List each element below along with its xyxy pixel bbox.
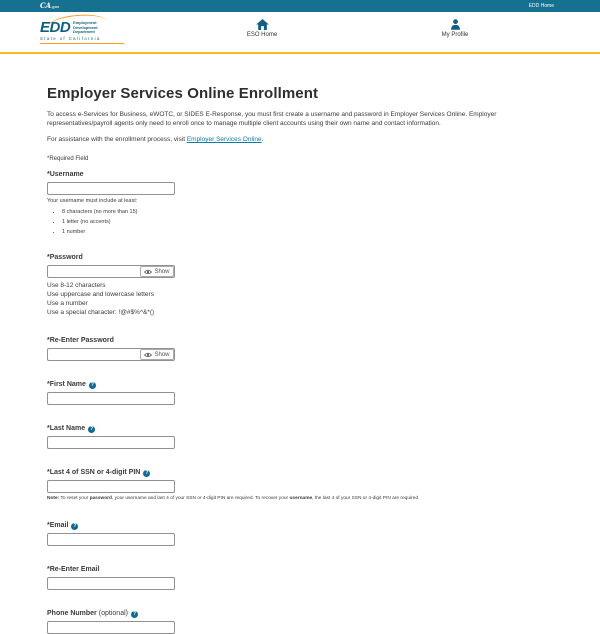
employer-services-online-link[interactable]: Employer Services Online: [186, 136, 262, 144]
reenter-password-group: [47, 337, 555, 361]
reenter-password-label: *Re-Enter Password: [47, 337, 114, 345]
nav-my-profile[interactable]: [427, 19, 483, 38]
username-requirements: [62, 207, 555, 237]
username-req-item: • 1 number: [62, 227, 555, 237]
last-name-label: *Last Name ?: [47, 425, 94, 433]
help-icon[interactable]: ?: [132, 610, 137, 617]
first-name-label: *First Name ?: [47, 381, 94, 389]
password-rule: Use a special character: !@#$%^&*(): [47, 309, 155, 317]
first-name-group: [47, 381, 555, 405]
reenter-email-group: [47, 566, 555, 590]
nav-eso-home-label: ESO Home: [246, 32, 278, 38]
reenter-password-show-label: Show: [154, 351, 170, 358]
password-rule: Use 8-12 characters: [47, 282, 106, 290]
last-name-input[interactable]: [47, 436, 175, 449]
ssn-pin-note: Note: To reset your password, your username and last 4 of your SSN or 4-digit PIN are required. To recover your username, the last 4 of your SSN or 4-digit PIN are required.: [47, 496, 420, 502]
nav-my-profile-label: My Profile: [441, 32, 469, 38]
phone-input[interactable]: [47, 621, 175, 634]
last-name-group: [47, 425, 555, 449]
password-show-button[interactable]: [140, 266, 174, 277]
reenter-email-input[interactable]: [47, 577, 175, 590]
username-helper: Your username must include at least:: [47, 198, 138, 205]
utility-bar: [0, 0, 600, 12]
reenter-password-show-button[interactable]: [140, 349, 174, 360]
nav-eso-home[interactable]: [234, 19, 290, 38]
edd-logo-department-lines: Employment Development Department: [73, 20, 98, 35]
edd-logo[interactable]: [40, 15, 124, 44]
ca-gov-logo-ca: CA: [40, 0, 52, 10]
email-label: *Email ?: [47, 522, 77, 530]
password-rules: [47, 281, 555, 317]
help-icon[interactable]: ?: [90, 425, 94, 432]
help-icon[interactable]: ?: [90, 381, 94, 388]
username-label: *Username: [47, 171, 84, 179]
ca-gov-logo-gov: .gov: [51, 3, 60, 9]
username-req-item: • 8 characters (no more than 15): [62, 207, 555, 217]
eye-icon: [144, 352, 152, 358]
ca-gov-logo[interactable]: [40, 0, 59, 13]
password-rule: Use uppercase and lowercase letters: [47, 291, 154, 299]
password-show-label: Show: [154, 268, 170, 275]
edd-home-link[interactable]: EDD Home: [528, 3, 554, 9]
enrollment-form: [0, 54, 600, 634]
help-icon[interactable]: ?: [145, 469, 149, 476]
ssn-pin-group: [47, 469, 555, 502]
site-header: [0, 12, 600, 52]
required-field-note: *Required Field: [47, 156, 89, 163]
username-group: [47, 171, 555, 237]
username-req-item: • 1 letter (no accents): [62, 217, 555, 227]
intro-paragraph: To access e-Services for Business, eWOTC, or SIDES E-Response, you must first create a username and password in Employer Services Online. Employer representatives/payroll agents only need to enroll once to manage multiple client accounts using their own name and contact information.: [47, 111, 497, 127]
phone-optional-tag: (optional): [98, 610, 128, 618]
username-input[interactable]: [47, 182, 175, 195]
edd-logo-state-line: State of California: [40, 36, 124, 44]
ssn-pin-input[interactable]: [47, 480, 175, 493]
reenter-email-label: *Re-Enter Email: [47, 566, 100, 574]
phone-label: Phone Number (optional) ?: [47, 610, 137, 618]
password-label: *Password: [47, 254, 83, 262]
phone-group: [47, 610, 555, 634]
email-input[interactable]: [47, 533, 175, 546]
home-icon: [234, 19, 290, 30]
help-icon[interactable]: ?: [73, 522, 77, 529]
password-group: [47, 254, 555, 317]
edd-logo-acronym: EDD: [40, 19, 71, 37]
assistance-line: For assistance with the enrollment process, visit Employer Services Online.: [47, 136, 264, 144]
eye-icon: [144, 269, 152, 275]
ssn-pin-label: *Last 4 of SSN or 4-digit PIN ?: [47, 469, 149, 477]
email-group: [47, 522, 555, 546]
first-name-input[interactable]: [47, 392, 175, 405]
password-rule: Use a number: [47, 300, 88, 308]
person-icon: [427, 19, 483, 30]
page-title: Employer Services Online Enrollment: [47, 85, 319, 102]
